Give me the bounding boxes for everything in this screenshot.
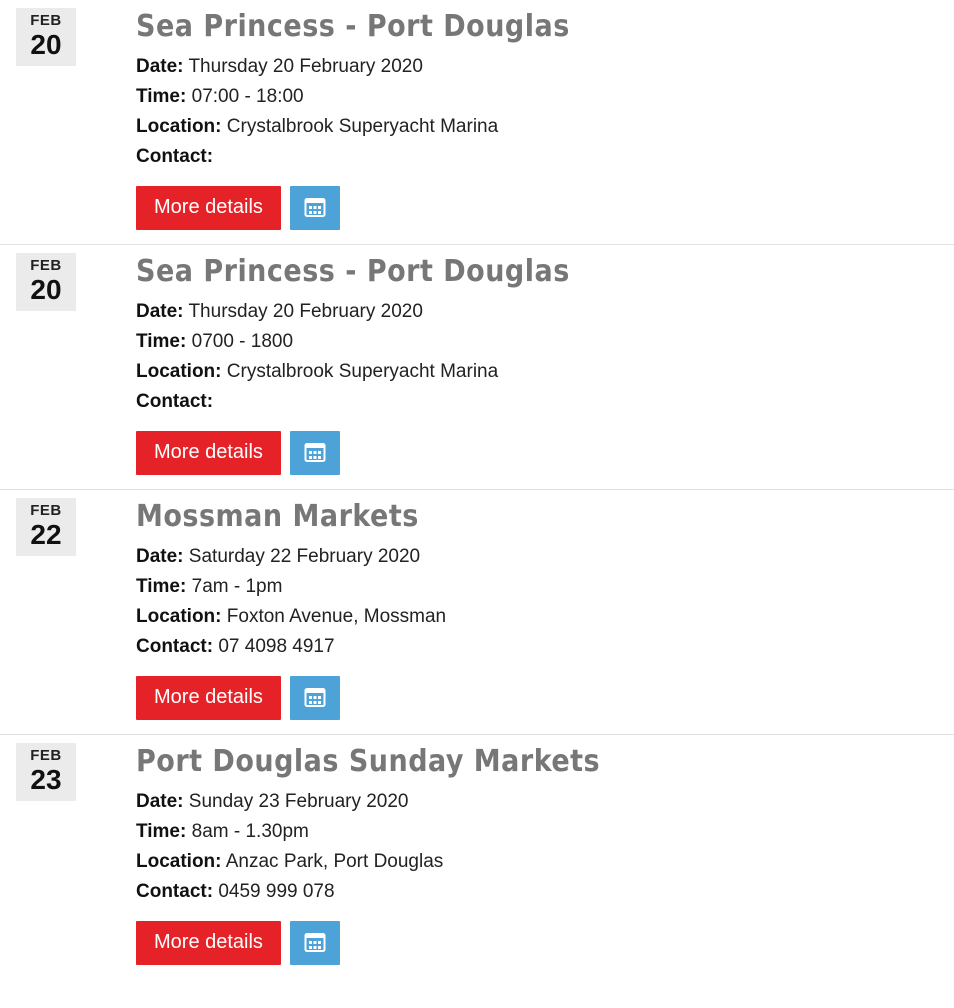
event-location-line [136,847,954,877]
more-details-button[interactable]: More details [136,921,281,965]
time-value: 8am - 1.30pm [191,821,309,842]
event-title: Sea Princess - Port Douglas [136,9,570,44]
event-time-line [136,817,954,847]
time-value: 07:00 - 18:00 [191,86,304,107]
event-date-badge [16,253,76,311]
event-date-line [136,52,954,82]
contact-value: 07 4098 4917 [218,636,335,657]
contact-label: Contact: [136,636,214,657]
add-to-calendar-button[interactable] [290,431,340,475]
event-date-badge [16,8,76,66]
event-item [0,490,954,735]
location-label: Location: [136,361,222,382]
event-date-line [136,297,954,327]
location-value: Anzac Park, Port Douglas [225,851,444,872]
calendar-icon [304,196,326,221]
date-value: Saturday 22 February 2020 [188,546,421,567]
location-value: Crystalbrook Superyacht Marina [226,116,499,137]
event-date-badge [16,743,76,801]
calendar-icon [304,931,326,956]
date-value: Thursday 20 February 2020 [188,56,423,77]
date-badge-month: FEB [30,257,62,274]
event-location-line [136,357,954,387]
event-actions [136,676,954,720]
time-label: Time: [136,331,187,352]
event-content [136,498,954,720]
event-contact-line [136,387,954,417]
more-details-button[interactable]: More details [136,431,281,475]
event-contact-line [136,877,954,907]
add-to-calendar-button[interactable] [290,921,340,965]
calendar-icon [304,441,326,466]
date-label: Date: [136,791,184,812]
time-label: Time: [136,576,187,597]
contact-value: 0459 999 078 [218,881,335,902]
location-value: Crystalbrook Superyacht Marina [226,361,499,382]
event-actions [136,186,954,230]
add-to-calendar-button[interactable] [290,186,340,230]
date-label: Date: [136,546,184,567]
event-item [0,245,954,490]
contact-label: Contact: [136,881,214,902]
date-label: Date: [136,56,184,77]
event-contact-line [136,632,954,662]
event-date-badge [16,498,76,556]
event-location-line [136,602,954,632]
contact-label: Contact: [136,146,214,167]
date-value: Sunday 23 February 2020 [188,791,409,812]
event-title: Sea Princess - Port Douglas [136,254,570,289]
date-badge-day: 20 [30,274,62,305]
date-badge-day: 20 [30,29,62,60]
event-title: Port Douglas Sunday Markets [136,744,601,779]
event-time-line [136,327,954,357]
time-value: 7am - 1pm [191,576,283,597]
date-badge-month: FEB [30,747,62,764]
time-value: 0700 - 1800 [191,331,294,352]
event-location-line [136,112,954,142]
event-time-line [136,572,954,602]
event-date-line [136,787,954,817]
date-badge-day: 22 [30,519,62,550]
event-item [0,0,954,245]
more-details-button[interactable]: More details [136,186,281,230]
location-label: Location: [136,116,222,137]
date-badge-month: FEB [30,502,62,519]
location-label: Location: [136,606,222,627]
event-content [136,253,954,475]
event-item [0,735,954,979]
date-value: Thursday 20 February 2020 [188,301,423,322]
time-label: Time: [136,821,187,842]
date-badge-day: 23 [30,764,62,795]
date-label: Date: [136,301,184,322]
calendar-icon [304,686,326,711]
location-value: Foxton Avenue, Mossman [226,606,447,627]
more-details-button[interactable]: More details [136,676,281,720]
event-date-line [136,542,954,572]
event-actions [136,921,954,965]
event-content [136,743,954,965]
event-time-line [136,82,954,112]
add-to-calendar-button[interactable] [290,676,340,720]
contact-label: Contact: [136,391,214,412]
event-actions [136,431,954,475]
date-badge-month: FEB [30,12,62,29]
time-label: Time: [136,86,187,107]
event-contact-line [136,142,954,172]
event-title: Mossman Markets [136,499,419,534]
event-content [136,8,954,230]
location-label: Location: [136,851,222,872]
